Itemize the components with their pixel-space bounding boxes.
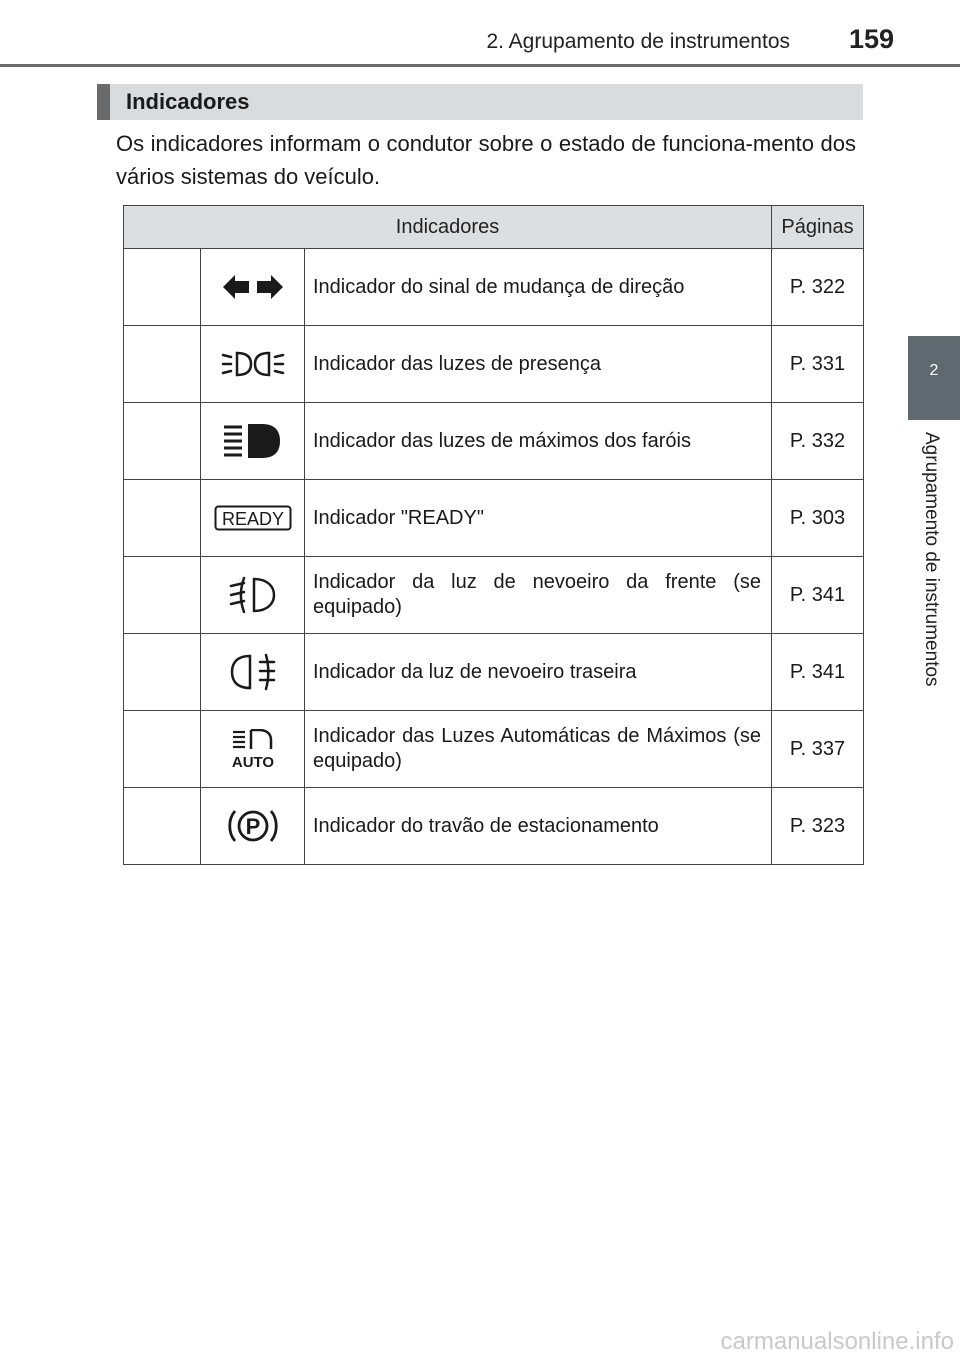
section-title: Indicadores (126, 89, 250, 114)
icon-cell (201, 557, 305, 634)
chapter-tab-number: 2 (929, 362, 939, 379)
auto-icon-text: AUTO (231, 754, 274, 769)
table-row (124, 634, 864, 711)
page-number: 159 (848, 24, 894, 54)
row-description: Indicador das luzes de presença (305, 326, 772, 403)
table-row (124, 788, 864, 865)
section-heading-bar (97, 84, 863, 120)
position-lights-icon (220, 348, 286, 380)
header-indicators: Indicadores (124, 206, 772, 249)
watermark: carmanualsonline.info (720, 1328, 954, 1355)
empty-cell (124, 403, 201, 480)
high-beam-icon (222, 422, 284, 460)
icon-cell (201, 326, 305, 403)
icon-cell (201, 403, 305, 480)
chapter-side-label: Agrupamento de instrumentos (921, 432, 942, 687)
table-row (124, 403, 864, 480)
icon-cell (201, 711, 305, 788)
row-description: Indicador das Luzes Automáticas de Máximos (se equipado) (305, 711, 772, 788)
row-description: Indicador da luz de nevoeiro da frente (se equipado) (305, 557, 772, 634)
front-fog-light-icon (228, 575, 278, 615)
row-page[interactable]: P. 323 (772, 788, 864, 865)
header-rule (0, 64, 960, 67)
empty-cell (124, 557, 201, 634)
icon-cell (201, 788, 305, 865)
header-pages: Páginas (772, 206, 864, 249)
empty-cell (124, 788, 201, 865)
row-description: Indicador da luz de nevoeiro traseira (305, 634, 772, 711)
chapter-tab[interactable] (908, 336, 960, 420)
icon-cell (201, 634, 305, 711)
row-description: Indicador das luzes de máximos dos faróis (305, 403, 772, 480)
row-page[interactable]: P. 322 (772, 249, 864, 326)
chapter-title: 2. Agrupamento de instrumentos (486, 30, 790, 53)
row-page[interactable]: P. 337 (772, 711, 864, 788)
row-description: Indicador "READY" (305, 480, 772, 557)
row-page[interactable]: P. 303 (772, 480, 864, 557)
row-page[interactable]: P. 331 (772, 326, 864, 403)
table-header-row (124, 206, 864, 249)
table-row (124, 326, 864, 403)
empty-cell (124, 634, 201, 711)
ready-icon (214, 505, 292, 531)
table-row (124, 711, 864, 788)
empty-cell (124, 249, 201, 326)
rear-fog-light-icon (228, 652, 278, 692)
table-row (124, 249, 864, 326)
icon-cell (201, 480, 305, 557)
parking-brake-icon-text: P (245, 814, 260, 839)
icon-cell (201, 249, 305, 326)
row-page[interactable]: P. 332 (772, 403, 864, 480)
row-page[interactable]: P. 341 (772, 557, 864, 634)
empty-cell (124, 711, 201, 788)
empty-cell (124, 326, 201, 403)
row-description: Indicador do travão de estacionamento (305, 788, 772, 865)
intro-paragraph: Os indicadores informam o condutor sobre o estado de funciona-mento dos vários sistemas do veículo. (116, 131, 856, 189)
parking-brake-icon (227, 805, 279, 847)
empty-cell (124, 480, 201, 557)
ready-icon-text: READY (221, 509, 284, 529)
table-row (124, 557, 864, 634)
row-page[interactable]: P. 341 (772, 634, 864, 711)
auto-high-beam-icon (227, 729, 279, 769)
table-row (124, 480, 864, 557)
indicators-table (123, 205, 864, 865)
turn-signal-arrows-icon (221, 272, 285, 302)
row-description: Indicador do sinal de mudança de direção (305, 249, 772, 326)
